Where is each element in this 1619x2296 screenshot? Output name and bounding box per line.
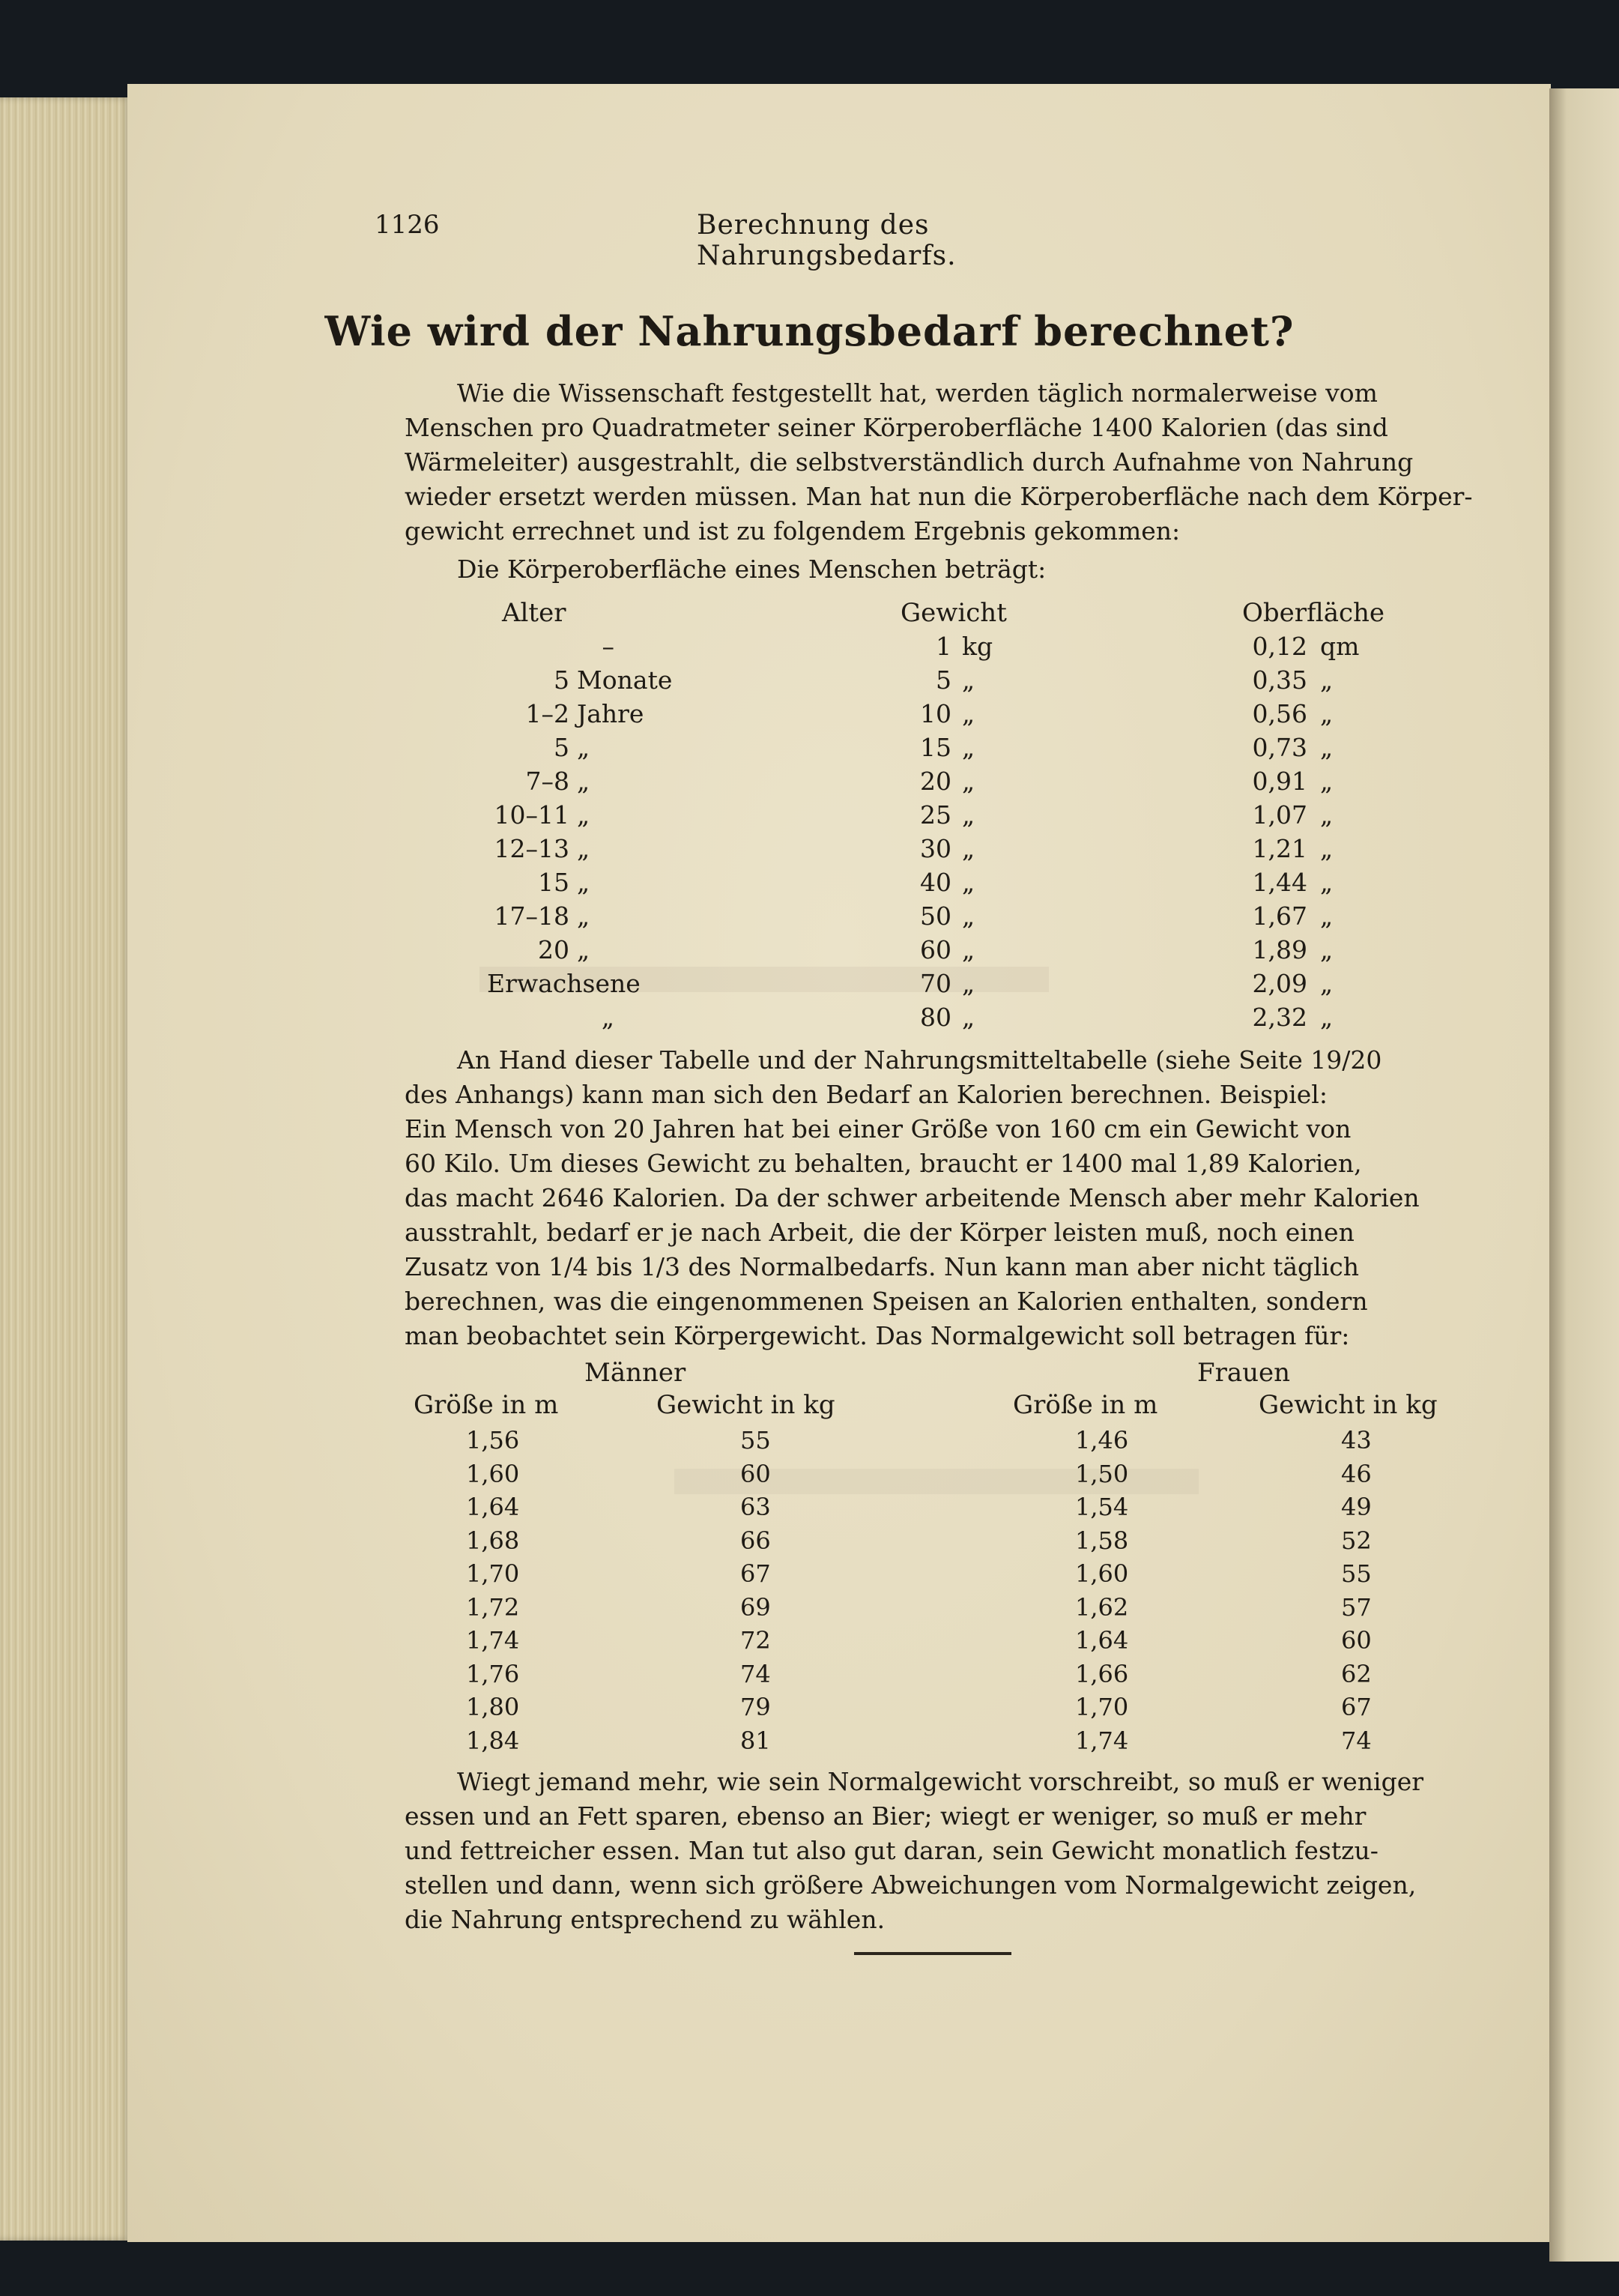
men-weight-header: Gewicht in kg: [656, 1390, 835, 1420]
weight-cell: 70: [920, 969, 951, 998]
surface-cell: 0,35: [1252, 665, 1307, 695]
col-header-weight: Gewicht: [901, 598, 1007, 628]
weight-unit-cell: „: [962, 767, 975, 796]
age-unit-cell: „: [577, 901, 590, 931]
men-height-cell: 1,72: [466, 1593, 520, 1622]
age-unit-cell: „: [577, 767, 590, 796]
weight-cell: 5: [936, 665, 951, 695]
men-weight-cell: 74: [740, 1660, 771, 1688]
men-height-cell: 1,68: [466, 1526, 520, 1555]
page-header: [375, 210, 1154, 271]
men-height-cell: 1,60: [466, 1460, 520, 1488]
weight-unit-cell: „: [962, 1003, 975, 1032]
table-lead: Die Körperoberfläche eines Menschen beträgt:: [457, 555, 1047, 584]
age-cell: Erwachsene: [487, 969, 641, 998]
age-unit-cell: „: [577, 935, 590, 964]
weight-cell: 60: [920, 935, 951, 964]
surface-cell: 0,12: [1252, 632, 1307, 661]
body-line: berechnen, was die eingenommenen Speisen an Kalorien enthalten, sondern: [405, 1287, 1368, 1316]
surface-unit-cell: „: [1320, 1003, 1334, 1032]
surface-cell: 1,67: [1252, 901, 1307, 931]
surface-cell: 2,32: [1252, 1003, 1307, 1032]
men-height-cell: 1,64: [466, 1493, 520, 1521]
weight-unit-cell: „: [962, 935, 975, 964]
women-height-cell: 1,50: [1075, 1460, 1129, 1488]
intro-line: Wärmeleiter) ausgestrahlt, die selbstverständlich durch Aufnahme von Nahrung: [405, 447, 1414, 477]
surface-cell: 0,91: [1252, 767, 1307, 796]
age-unit-cell: „: [577, 834, 590, 863]
surface-cell: 0,56: [1252, 699, 1307, 728]
weight-unit-cell: kg: [962, 632, 993, 661]
page-title: Wie wird der Nahrungsbedarf berechnet?: [324, 307, 1295, 355]
women-weight-cell: 43: [1341, 1426, 1372, 1454]
closing-line: essen und an Fett sparen, ebenso an Bier; wiegt er weniger, so muß er mehr: [405, 1801, 1367, 1831]
age-unit-cell: „: [577, 733, 590, 762]
men-label: Männer: [584, 1358, 686, 1388]
weight-unit-cell: „: [962, 699, 975, 728]
men-weight-cell: 60: [740, 1460, 771, 1488]
women-weight-cell: 62: [1341, 1660, 1372, 1688]
men-height-cell: 1,84: [466, 1726, 520, 1755]
women-height-cell: 1,74: [1075, 1726, 1129, 1755]
page-number: 1126: [375, 210, 440, 240]
surface-cell: 1,44: [1252, 868, 1307, 897]
section-end-rule: [854, 1952, 1011, 1955]
women-height-header: Größe in m: [1013, 1390, 1158, 1420]
women-label: Frauen: [1197, 1358, 1291, 1388]
weight-unit-cell: „: [962, 834, 975, 863]
men-height-header: Größe in m: [414, 1390, 559, 1420]
age-cell: 5: [554, 665, 569, 695]
surface-cell: 2,09: [1252, 969, 1307, 998]
closing-line: Wiegt jemand mehr, wie sein Normalgewicht vorschreibt, so muß er weniger: [457, 1767, 1424, 1796]
age-cell: 17–18: [494, 901, 569, 931]
men-height-cell: 1,76: [466, 1660, 520, 1688]
surface-unit-cell: „: [1320, 767, 1334, 796]
body-line: das macht 2646 Kalorien. Da der schwer arbeitende Mensch aber mehr Kalorien: [405, 1183, 1420, 1212]
women-weight-cell: 57: [1341, 1593, 1372, 1622]
weight-cell: 20: [920, 767, 951, 796]
women-weight-cell: 55: [1341, 1559, 1372, 1588]
surface-unit-cell: „: [1320, 901, 1334, 931]
weight-cell: 15: [920, 733, 951, 762]
intro-line: wieder ersetzt werden müssen. Man hat nun die Körperoberfläche nach dem Körper-: [405, 482, 1473, 511]
intro-line: gewicht errechnet und ist zu folgendem Ergebnis gekommen:: [405, 516, 1181, 546]
weight-unit-cell: „: [962, 665, 975, 695]
men-height-cell: 1,74: [466, 1626, 520, 1655]
weight-unit-cell: „: [962, 733, 975, 762]
body-line: ausstrahlt, bedarf er je nach Arbeit, die der Körper leisten muß, noch einen: [405, 1218, 1355, 1247]
intro-line: Menschen pro Quadratmeter seiner Körperoberfläche 1400 Kalorien (das sind: [405, 413, 1388, 442]
men-weight-cell: 63: [740, 1493, 771, 1521]
surface-unit-cell: „: [1320, 868, 1334, 897]
age-cell: 15: [538, 868, 569, 897]
surface-cell: 1,89: [1252, 935, 1307, 964]
body-line: 60 Kilo. Um dieses Gewicht zu behalten, braucht er 1400 mal 1,89 Kalorien,: [405, 1149, 1362, 1178]
women-height-cell: 1,66: [1075, 1660, 1129, 1688]
body-line: man beobachtet sein Körpergewicht. Das Normalgewicht soll betragen für:: [405, 1321, 1350, 1350]
age-cell: 10–11: [494, 800, 569, 830]
age-cell: „: [601, 1003, 614, 1032]
weight-cell: 25: [920, 800, 951, 830]
weight-cell: 50: [920, 901, 951, 931]
women-weight-cell: 52: [1341, 1526, 1372, 1555]
men-weight-cell: 69: [740, 1593, 771, 1622]
weight-unit-cell: „: [962, 800, 975, 830]
men-weight-cell: 66: [740, 1526, 771, 1555]
surface-unit-cell: „: [1320, 800, 1334, 830]
closing-line: die Nahrung entsprechend zu wählen.: [405, 1905, 886, 1934]
women-height-cell: 1,64: [1075, 1626, 1129, 1655]
women-weight-cell: 67: [1341, 1693, 1372, 1721]
women-weight-cell: 46: [1341, 1460, 1372, 1488]
running-head: Berechnung des Nahrungsbedarfs.: [697, 210, 957, 271]
men-weight-cell: 55: [740, 1426, 771, 1454]
surface-unit-cell: „: [1320, 969, 1334, 998]
weight-cell: 30: [920, 834, 951, 863]
men-weight-cell: 81: [740, 1726, 771, 1755]
men-height-cell: 1,80: [466, 1693, 520, 1721]
weight-cell: 80: [920, 1003, 951, 1032]
women-weight-cell: 49: [1341, 1493, 1372, 1521]
body-line: Zusatz von 1/4 bis 1/3 des Normalbedarfs. Nun kann man aber nicht täglich: [405, 1252, 1359, 1281]
women-weight-cell: 74: [1341, 1726, 1372, 1755]
col-header-surface: Oberfläche: [1242, 598, 1385, 628]
surface-unit-cell: „: [1320, 665, 1334, 695]
age-cell: 12–13: [494, 834, 569, 863]
weight-cell: 40: [920, 868, 951, 897]
surface-cell: 1,21: [1252, 834, 1307, 863]
closing-line: stellen und dann, wenn sich größere Abweichungen vom Normalgewicht zeigen,: [405, 1870, 1417, 1900]
age-unit-cell: Monate: [577, 665, 673, 695]
age-unit-cell: „: [577, 800, 590, 830]
surface-unit-cell: „: [1320, 935, 1334, 964]
weight-cell: 10: [920, 699, 951, 728]
women-height-cell: 1,62: [1075, 1593, 1129, 1622]
weight-unit-cell: „: [962, 868, 975, 897]
col-header-age: Alter: [502, 598, 566, 628]
body-line: Ein Mensch von 20 Jahren hat bei einer Größe von 160 cm ein Gewicht von: [405, 1114, 1352, 1144]
men-weight-cell: 72: [740, 1626, 771, 1655]
age-cell: 20: [538, 935, 569, 964]
age-cell: 5: [554, 733, 569, 762]
intro-line: Wie die Wissenschaft festgestellt hat, werden täglich normalerweise vom: [457, 378, 1378, 408]
women-height-cell: 1,46: [1075, 1426, 1129, 1454]
men-height-cell: 1,70: [466, 1559, 520, 1588]
age-cell: 7–8: [525, 767, 569, 796]
weight-unit-cell: „: [962, 901, 975, 931]
surface-unit-cell: qm: [1320, 632, 1360, 661]
surface-cell: 0,73: [1252, 733, 1307, 762]
women-height-cell: 1,60: [1075, 1559, 1129, 1588]
men-weight-cell: 67: [740, 1559, 771, 1588]
women-weight-header: Gewicht in kg: [1259, 1390, 1438, 1420]
surface-cell: 1,07: [1252, 800, 1307, 830]
age-unit-cell: Jahre: [577, 699, 644, 728]
closing-line: und fettreicher essen. Man tut also gut daran, sein Gewicht monatlich festzu-: [405, 1836, 1379, 1865]
age-cell: –: [602, 632, 614, 661]
women-height-cell: 1,54: [1075, 1493, 1129, 1521]
surface-unit-cell: „: [1320, 699, 1334, 728]
surface-unit-cell: „: [1320, 733, 1334, 762]
weight-unit-cell: „: [962, 969, 975, 998]
age-unit-cell: „: [577, 868, 590, 897]
age-cell: 1–2: [525, 699, 569, 728]
men-weight-cell: 79: [740, 1693, 771, 1721]
book-page-edges: [0, 97, 131, 2241]
men-height-cell: 1,56: [466, 1426, 520, 1454]
surface-unit-cell: „: [1320, 834, 1334, 863]
weight-cell: 1: [936, 632, 951, 661]
body-line: des Anhangs) kann man sich den Bedarf an Kalorien berechnen. Beispiel:: [405, 1080, 1328, 1109]
body-line: An Hand dieser Tabelle und der Nahrungsmitteltabelle (siehe Seite 19/20: [457, 1045, 1382, 1075]
women-height-cell: 1,70: [1075, 1693, 1129, 1721]
facing-page-edge: [1549, 88, 1619, 2262]
women-height-cell: 1,58: [1075, 1526, 1129, 1555]
women-weight-cell: 60: [1341, 1626, 1372, 1655]
